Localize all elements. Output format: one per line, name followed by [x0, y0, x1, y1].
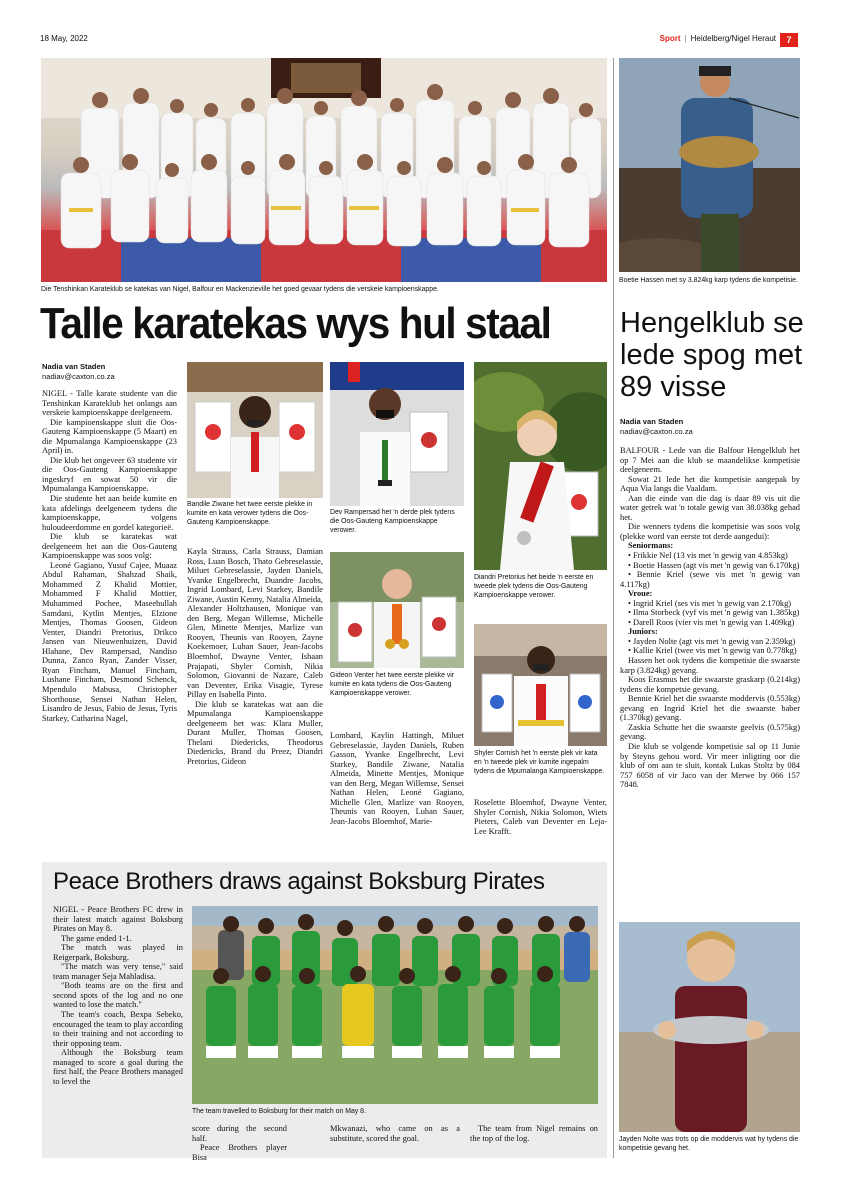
soccer-team-photo: [192, 906, 598, 1104]
soccer-column-3: [330, 1124, 460, 1143]
fishing-headline: Hengelklub se lede spog met 89 visse: [620, 307, 804, 403]
dev-photo-image: [330, 362, 464, 506]
juniors-label: Juniors:: [628, 627, 658, 637]
fishing-paragraph: Hassen het ook tydens die kompetisie die swaarste karp (3.824kg) gevang.: [620, 656, 800, 675]
karate-paragraph: Die studente het aan beide kumite en kata afdelings deelgeneem tydens die kampioenskappe, volgens huloudeerdomme en gordel kategorieë.: [42, 494, 177, 532]
soccer-column-4: [470, 1124, 598, 1143]
fishing-paragraph: Zaskia Schutte het die swaarste geelvis (0.575kg) gevang.: [620, 722, 800, 742]
winner-entry: • Ingrid Kriel (ses vis met 'n gewig van 2.170kg): [628, 598, 792, 608]
shyler-photo: [474, 624, 607, 746]
fishing-byline: [620, 417, 693, 437]
soccer-paragraph: Peace Brothers player Bisa: [192, 1143, 287, 1162]
boetie-photo-image: [619, 58, 800, 272]
page-number: 7: [780, 33, 798, 47]
running-head: [660, 34, 776, 43]
karate-column-4: [474, 798, 607, 836]
fishing-paragraph: Sowat 21 lede het die kompetisie aangepak by Aqua Via langs die Vaaldam.: [620, 474, 800, 494]
soccer-paragraph: Although the Boksburg team managed to score a goal during the first half, the Peace Brothers managed to level the: [53, 1048, 183, 1086]
boetie-caption: Boetie Hassen met sy 3.824kg karp tydens die kompetisie.: [619, 277, 798, 284]
winner-entry: • Ilma Storbeck (vyf vis met 'n gewig van 1.385kg): [628, 608, 800, 618]
jayden-photo: [619, 922, 800, 1132]
karate-group-photo: [41, 58, 607, 282]
fishing-author: Nadia van Staden: [620, 417, 684, 426]
boetie-photo: [619, 58, 800, 272]
karate-paragraph: Die klub se karatekas wat aan die Mpumalanga Kampioenskappe deelgeneem het was: Klara Muller, Durant Muller, Thomas Goosen, Thelani Diedericks, Theodorus Diedericks, Brand du Preez, Diandri Pretorius, Gideon: [187, 699, 323, 767]
bandile-photo-image: [187, 362, 323, 498]
women-label: Vroue:: [628, 589, 653, 599]
gideon-caption: Gideon Venter het twee eerste plekke vir kumite en kata tydens die Oos-Gauteng Kampioenskappe verower.: [330, 672, 455, 698]
gideon-photo-image: [330, 552, 464, 668]
diandri-caption: Diandri Pretorius het beide 'n eerste en tweede plek tydens die Oos-Gauteng Kampioenskappe verower.: [474, 574, 594, 600]
fishing-article: [620, 446, 800, 790]
fishing-paragraph: Koos Erasmus het die swaarste graskarp (0.214kg) tydens die kompetsie gevang.: [620, 675, 800, 694]
karate-headline: Talle karatekas wys hul staal: [40, 299, 551, 348]
karate-group-caption: Die Tenshinkan Karateklub se katekas van Nigel, Balfour en Mackenzieville het goed gevaar tydens die verskeie kampioenskappe.: [41, 286, 439, 293]
karate-paragraph: NIGEL - Talle karate studente van die Tenshinkan Karateklub het onlangs aan verskeie kampioenskappe deelgeneem.: [42, 389, 177, 418]
fishing-paragraph: Die klub se volgende kompetisie sal op 11 Junie by Steyns gehou word. Vir meer inligting oor die klub of om aan te sluit, kontak Lukas Stoltz by 084 757 6058 of vir Jaco van der Merwe by 066 157 7848.: [620, 741, 800, 790]
diandri-photo: [474, 362, 607, 570]
fishing-paragraph: Die wenners tydens die kompetisie was soos volg (plekke word van eerste tot derde aangedui):: [620, 522, 800, 541]
karate-group-photo-image: [41, 58, 607, 282]
diandri-photo-image: [474, 362, 607, 570]
soccer-column-2: [192, 1124, 287, 1162]
soccer-photo-caption: The team travelled to Boksburg for their match on May 8.: [192, 1108, 366, 1115]
karate-column-2: [187, 547, 323, 767]
karate-paragraph: Kayla Strauss, Carla Strauss, Damian Ross, Luan Bosch, Thato Gebreselassie, Miluet Gebreselassie, Jayden Daniels, Yvanke Engelbrecht, Duandre Jacobs, Ingrid Lombard, Levi Starkey, Bandile Ziwane, Austin Kenny, Natalia Almeida, Alexander Holtzhausen, Monique van den Berg, Megan Willemse, Michelle Glen, Minette Mentjes, Marlize van Rooyen, Theunis van Rooyen, Zayne Koekemoer, Luhan Sauer, Jean-Jacobs Bloemhof, Dwayne Venter, Ishaan Prajapati, Shyler Cornish, Nikia Solomon, Giovanni de Nazare, Caleb van Deventer, Erika Visagie, Tyrese Pillay en Isabella Pinto.: [187, 547, 323, 700]
soccer-column-1: [53, 905, 183, 1086]
karate-email: nadiav@caxton.co.za: [42, 372, 115, 381]
karate-column-1: [42, 389, 177, 723]
karate-byline: [42, 362, 115, 382]
soccer-paragraph: The team's coach, Bexpa Sebeko, encouraged the team to play according to their training and not according to their opposing team.: [53, 1010, 183, 1048]
jayden-photo-image: [619, 922, 800, 1132]
bandile-photo: [187, 362, 323, 498]
soccer-paragraph: score during the second half.: [192, 1124, 287, 1143]
karate-author: Nadia van Staden: [42, 362, 106, 371]
soccer-paragraph: The game ended 1-1.: [61, 933, 132, 943]
karate-paragraph: Die klub het ongeveer 63 studente vir die Oos-Gauteng Kampioenskappe ingeskryf en sowat 50 vir die Mpumalanga Kampioenskappe.: [42, 455, 177, 494]
soccer-paragraph: "Both teams are on the first and second spots of the log and no one wanted to lose the match.": [53, 981, 183, 1010]
winner-entry: • Kallie Kriel (twee vis met 'n gewig van 0.778kg): [628, 646, 797, 656]
karate-paragraph: Die klub se karatekas wat deelgeneem het aan die Oos-Gauteng Kampioenskappe was soos volg:: [42, 532, 177, 561]
soccer-paragraph: "The match was very tense," said team manager Seja Mahladisa.: [53, 962, 183, 981]
issue-date: 18 May, 2022: [40, 34, 88, 43]
fishing-paragraph: Aan die einde van die dag is daar 89 vis uit die water getrek wat 'n totale gewig van 38.038kg gehad het.: [620, 493, 800, 522]
soccer-paragraph: The team from Nigel remains on the top of the log.: [470, 1124, 598, 1143]
soccer-paragraph: Mkwanazi, who came on as a substitute, scored the goal.: [330, 1124, 460, 1143]
winner-entry: • Frikkie Nel (13 vis met 'n gewig van 4.853kg): [628, 551, 788, 561]
dev-photo: [330, 362, 464, 506]
shyler-photo-image: [474, 624, 607, 746]
fishing-email: nadiav@caxton.co.za: [620, 427, 693, 436]
karate-column-3: [330, 731, 464, 826]
winner-entry: • Bennie Kriel (sewe vis met 'n gewig van 4.117kg): [620, 570, 800, 589]
section-name: Sport: [659, 34, 681, 43]
fishing-paragraph: Bennie Kriel het die swaarste moddervis (0.553kg) gevang en Ingrid Kriel het die swaarste baber (1.370kg) gevang.: [620, 694, 800, 723]
winner-entry: • Jayden Nolte (agt vis met 'n gewig van 2.359kg): [628, 636, 796, 646]
karate-paragraph: Lombard, Kaylin Hattingh, Miluet Gebreselassie, Jayden Daniels, Ruben Gasson, Yvanke Engelbrecht, Levi Starkey, Bandile Ziwane, Natalia Almeida, Minette Mentjes, Monique van den Berg, Megan Willemse, Sensei Nathan Helen, Leoné Gagiano, Michelle Glen, Marlize van Rooyen, Theunis van Rooyen, Luhan Sauer, Jean-Jacobs Bloemhof, Marie-: [330, 731, 464, 826]
soccer-headline: Peace Brothers draws against Boksburg Pirates: [53, 868, 545, 895]
winner-entry: • Darell Roos (vier vis met 'n gewig van 1.409kg): [628, 617, 795, 627]
winner-entry: • Boetie Hassen (agt vis met 'n gewig van 6.170kg): [628, 560, 800, 570]
karate-paragraph: Die kampioenskappe sluit die Oos-Gauteng Kampioenskappe (5 Maart) en die Mpumalanga Kampioenskappe (23 April) in.: [42, 417, 177, 456]
dev-caption: Dev Rampersad het 'n derde plek tydens die Oos-Gauteng Kampioenskappe verower.: [330, 509, 455, 535]
karate-paragraph: Leoné Gagiano, Yusuf Cajee, Muaaz Abdul Rahaman, Shahzad Shaik, Mohammed Z Khalid Mottier, Mohammed F Khalid Mottier, Muhammed Pochee, Maseehullah Samdani, Kytlin Mentjes, Elzione Mentjes, Thomas Goosen, Gideon Venter, Diandri Pretorius, Drikco Jansen van Nieuwenhuizen, David Hlahane, Dev Rampersad, Nandiso Dunna, Zanco Ryan, Zander Visser, Ryan Fincham, Manuel Fincham, Lushane Fincham, Desmond Schenck, Mpendulo Mabusa, Christopher Shorthouse, Sensei Nathan Helen, Lisandro de Jesus, Fabio de Jesus, Tyris Starkey, Catharina Nagel,: [42, 560, 177, 723]
karate-paragraph: Roselette Bloemhof, Dwayne Venter, Shyler Cornish, Nikia Solomon, Wiets Pieters, Caleb van Deventer en Leja-Lee Krafft.: [474, 798, 607, 836]
jayden-caption: Jayden Nolte was trots op die moddervis wat hy tydens die kompetisie gevang het.: [619, 1136, 799, 1153]
running-head-separator: |: [684, 34, 687, 43]
column-divider: [613, 58, 614, 1158]
soccer-paragraph: The match was played in Reigerpark, Boksburg.: [53, 943, 183, 962]
soccer-paragraph: NIGEL - Peace Brothers FC drew in their latest match against Boksburg Pirates on May 8.: [53, 905, 183, 934]
publication-name: Heidelberg/Nigel Heraut: [690, 34, 776, 43]
bandile-caption: Bandile Ziwane het twee eerste plekke in kumite en kata verower tydens die Oos-Gauteng Kampioenskappe.: [187, 501, 313, 527]
fishing-paragraph: BALFOUR - Lede van die Balfour Hengelklub het op 7 Mei aan die klub se maandelikse kompetisie deelgeneem.: [620, 446, 800, 475]
gideon-photo: [330, 552, 464, 668]
soccer-team-photo-image: [192, 906, 598, 1104]
seniors-label: Seniormans:: [628, 541, 674, 551]
shyler-caption: Shyler Cornish het 'n eerste plek vir kata en 'n tweede plek vir kumite ingepalm tydens die Mpumalanga Kampioenskappe.: [474, 750, 605, 776]
